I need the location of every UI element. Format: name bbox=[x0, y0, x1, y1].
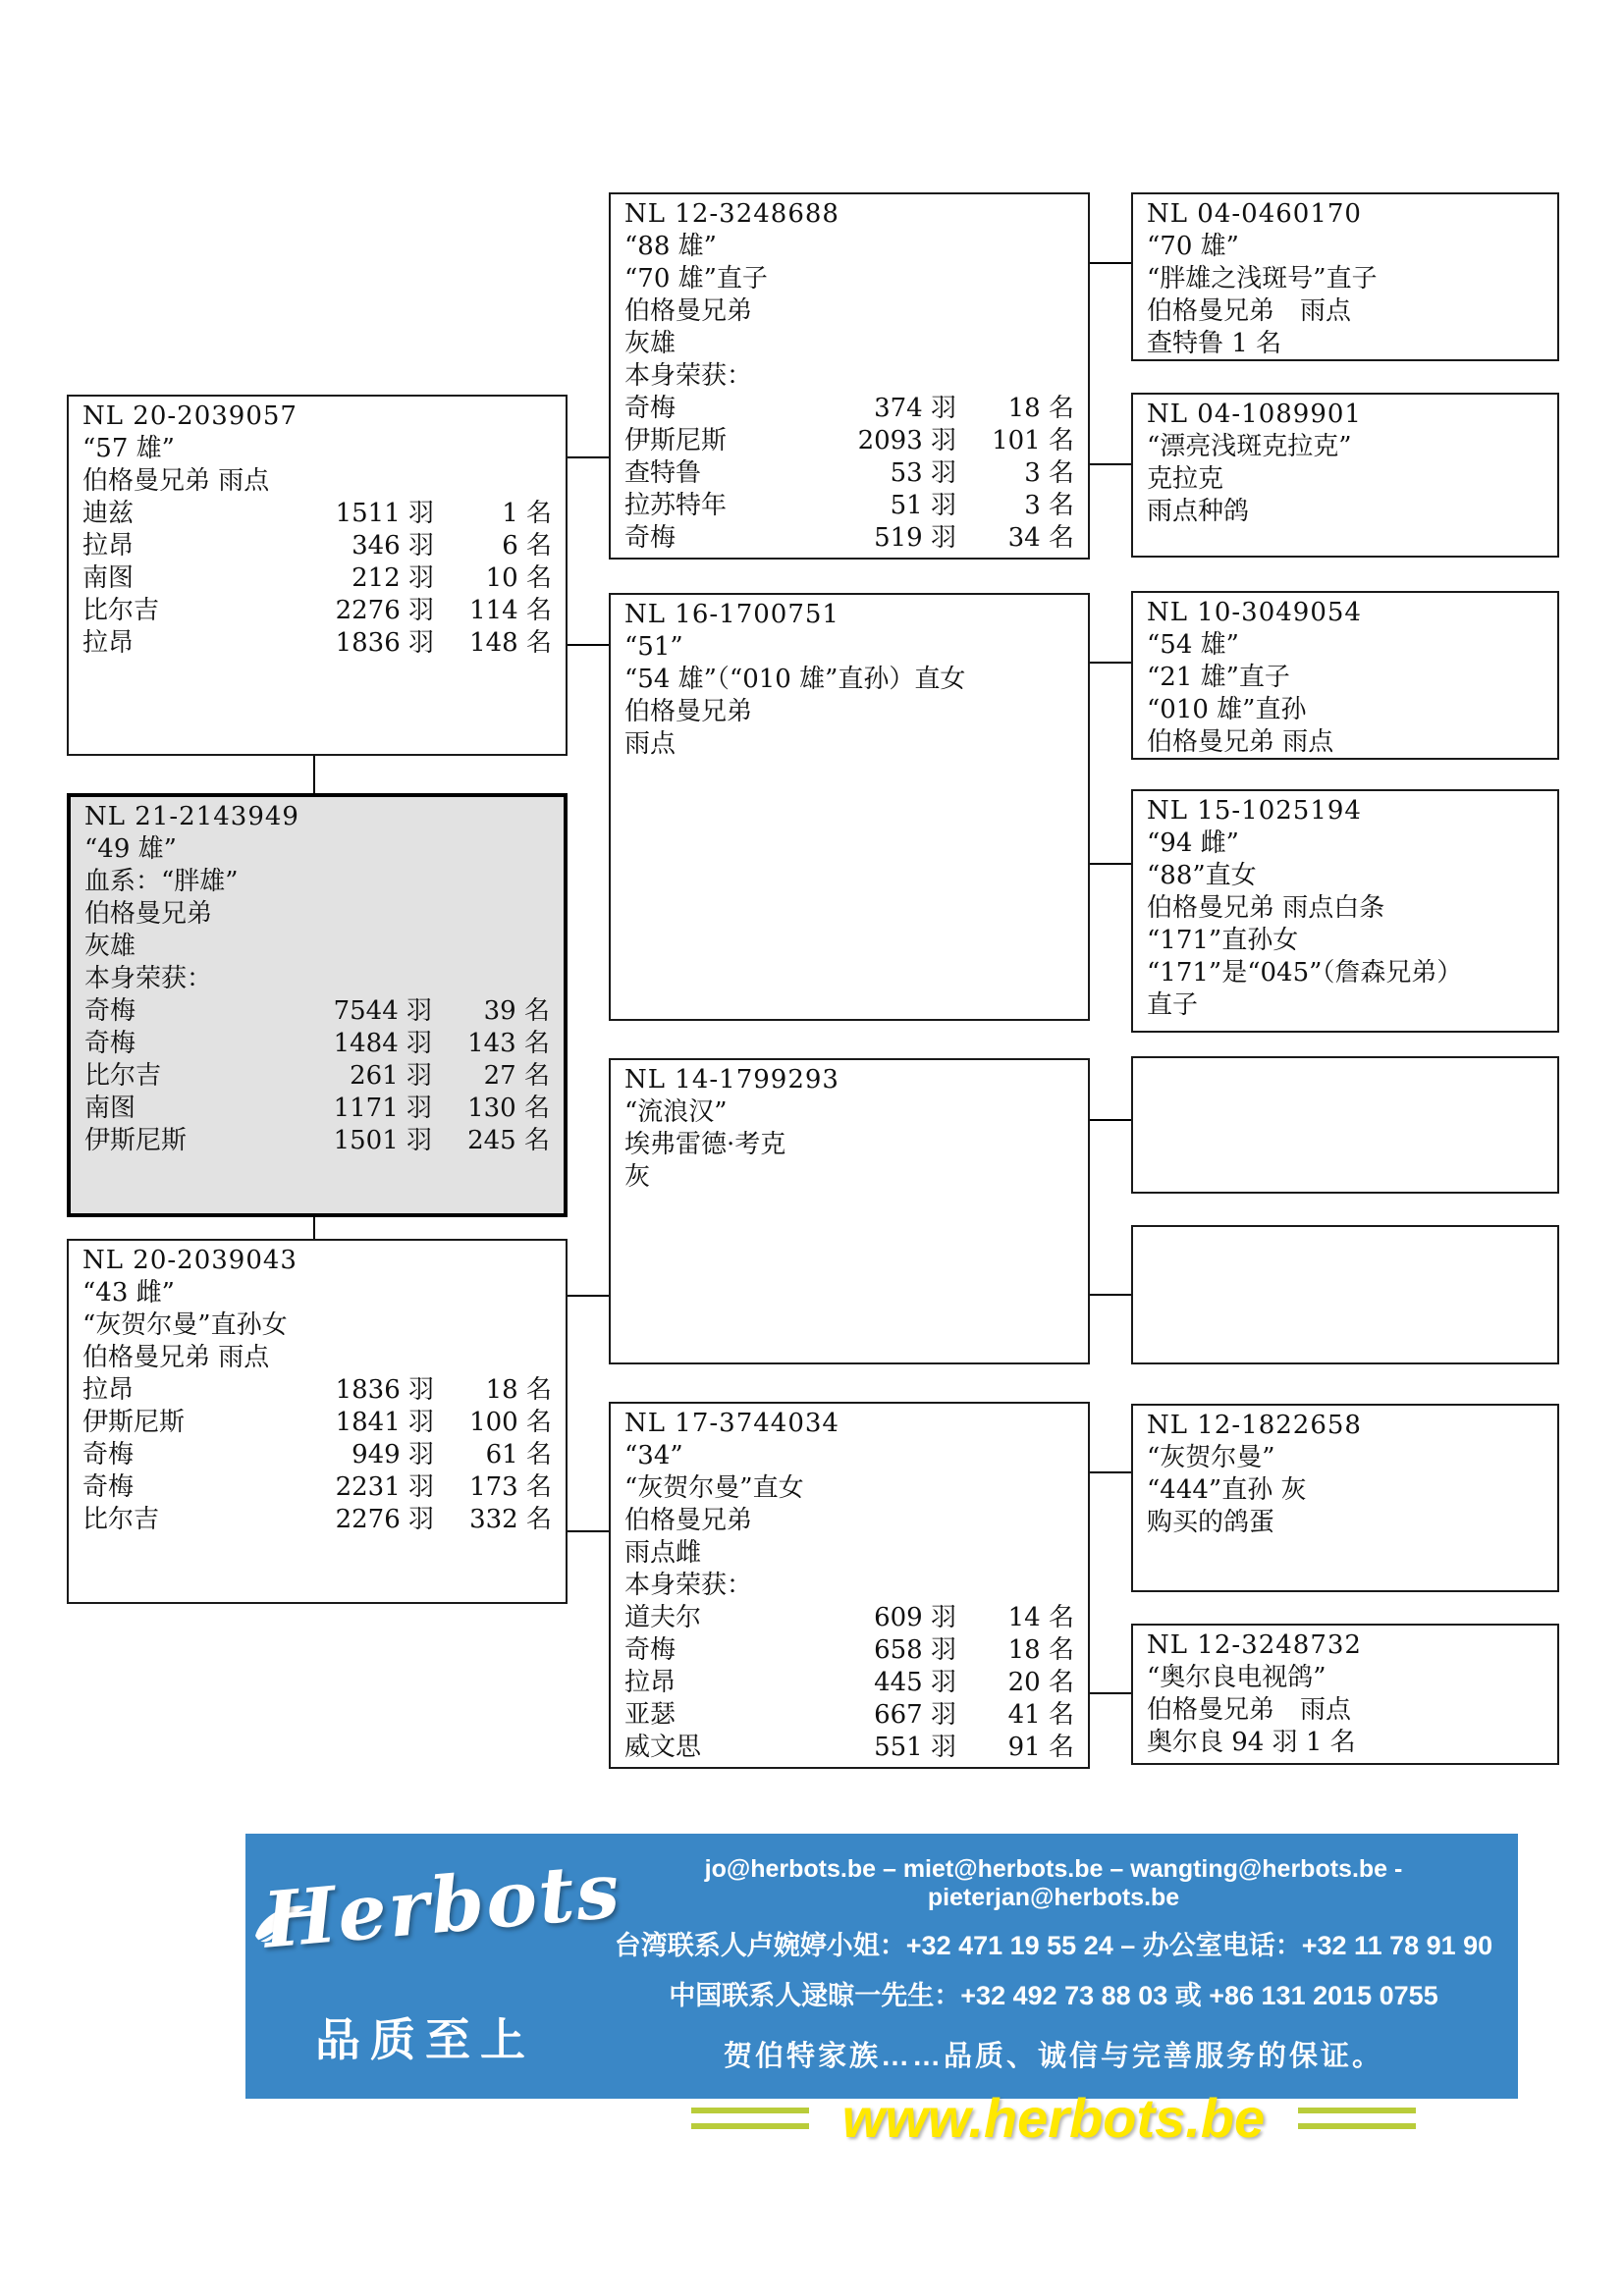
rank-position: 20 名 bbox=[1007, 1668, 1074, 1697]
race-name: 拉昂 bbox=[624, 1668, 677, 1697]
birds-count: 212 羽 bbox=[352, 563, 434, 593]
pedigree-text-line: “94 雌” bbox=[1147, 828, 1239, 858]
pedigree-text-line: “51” bbox=[624, 632, 683, 662]
pedigree-text-line: 伯格曼兄弟 雨点 bbox=[1147, 296, 1352, 326]
pedigree-text-line: 本身荣获： bbox=[624, 1571, 753, 1600]
ring-number: NL 15-1025194 bbox=[1147, 796, 1362, 826]
rank-position: 100 名 bbox=[469, 1408, 552, 1437]
result-row bbox=[82, 1439, 552, 1471]
ring-number: NL 20-2039043 bbox=[82, 1246, 298, 1275]
result-row bbox=[82, 562, 552, 595]
result-row bbox=[624, 1732, 1074, 1764]
result-row bbox=[84, 1125, 550, 1157]
pedigree-text-line: 克拉克 bbox=[1147, 464, 1224, 494]
banner-emails: jo@herbots.be – miet@herbots.be – wangting@herbots.be - pieterjan@herbots.be bbox=[704, 1855, 1403, 1911]
race-name: 拉昂 bbox=[82, 628, 135, 658]
pedigree-text-line: 伯格曼兄弟 雨点 bbox=[82, 1343, 270, 1372]
pedigree-box-sire-sire bbox=[609, 192, 1090, 560]
banner-china-contact: 中国联系人逯晾一先生：+32 492 73 88 03 或 +86 131 2015 0755 bbox=[669, 1981, 1438, 2010]
result-row bbox=[82, 1407, 552, 1439]
result-row bbox=[84, 1060, 550, 1093]
rank-position: 14 名 bbox=[1007, 1603, 1074, 1632]
rank-position: 18 名 bbox=[1007, 1635, 1074, 1665]
ring-number: NL 04-1089901 bbox=[1147, 400, 1362, 429]
pedigree-box-dam-sire bbox=[609, 1058, 1090, 1364]
birds-count: 658 羽 bbox=[874, 1635, 956, 1665]
pedigree-text-line: “21 雄”直子 bbox=[1147, 663, 1290, 692]
connector-line bbox=[1090, 1119, 1131, 1121]
connector-line bbox=[1090, 463, 1131, 465]
pedigree-text-line: 灰雄 bbox=[84, 932, 136, 961]
pedigree-text-line: “70 雄”直子 bbox=[624, 264, 768, 294]
ring-number: NL 04-0460170 bbox=[1147, 199, 1362, 229]
pedigree-text-line: 伯格曼兄弟 bbox=[84, 899, 213, 929]
pedigree-text-line: 埃弗雷德·考克 bbox=[624, 1130, 786, 1159]
rank-position: 34 名 bbox=[1007, 523, 1074, 553]
double-rule-left bbox=[691, 2108, 809, 2129]
pedigree-box-sire bbox=[67, 395, 568, 756]
birds-count: 1836 羽 bbox=[335, 628, 434, 658]
pedigree-text-line: “奥尔良电视鸽” bbox=[1147, 1663, 1326, 1692]
pedigree-text-line: “88 雄” bbox=[624, 232, 717, 261]
herbots-logo: Herbots bbox=[259, 1845, 625, 1966]
pedigree-text-line: 购买的鸽蛋 bbox=[1147, 1508, 1275, 1537]
rank-position: 332 名 bbox=[469, 1505, 552, 1534]
race-name: 迪兹 bbox=[82, 499, 135, 528]
result-row bbox=[624, 1634, 1074, 1667]
race-name: 拉昂 bbox=[82, 1375, 135, 1405]
race-name: 比尔吉 bbox=[82, 1505, 160, 1534]
pedigree-box-subject bbox=[67, 793, 568, 1217]
pedigree-text-line: “灰贺尔曼” bbox=[1147, 1443, 1275, 1472]
result-row bbox=[82, 1471, 552, 1504]
ring-number: NL 21-2143949 bbox=[84, 802, 299, 831]
pedigree-text-line: 雨点 bbox=[624, 729, 677, 759]
rank-position: 3 名 bbox=[1024, 491, 1074, 520]
race-name: 查特鲁 bbox=[624, 458, 702, 488]
birds-count: 445 羽 bbox=[874, 1668, 956, 1697]
race-name: 伊斯尼斯 bbox=[84, 1126, 188, 1155]
connector-line bbox=[1090, 1692, 1131, 1694]
pedigree-text-line: “49 雄” bbox=[84, 834, 177, 864]
pedigree-text-line: 雨点雌 bbox=[624, 1538, 702, 1568]
rank-position: 3 名 bbox=[1024, 458, 1074, 488]
race-name: 伊斯尼斯 bbox=[82, 1408, 186, 1437]
banner-text-block bbox=[589, 1834, 1518, 2149]
result-row bbox=[624, 522, 1074, 555]
result-row bbox=[624, 1602, 1074, 1634]
banner-slogan: 贺伯特家族……品质、诚信与完善服务的保证。 bbox=[723, 2041, 1383, 2072]
pedigree-text-line: 伯格曼兄弟 雨点 bbox=[1147, 1695, 1352, 1725]
pedigree-text-line: 伯格曼兄弟 bbox=[624, 1506, 753, 1535]
pedigree-box-sire-dam bbox=[609, 593, 1090, 1021]
birds-count: 667 羽 bbox=[874, 1700, 956, 1730]
double-rule-right bbox=[1298, 2108, 1416, 2129]
birds-count: 2276 羽 bbox=[335, 596, 434, 625]
pedigree-text-line: “漂亮浅斑克拉克” bbox=[1147, 432, 1352, 461]
result-row bbox=[624, 457, 1074, 490]
pedigree-text-line: 伯格曼兄弟 雨点 bbox=[1147, 727, 1334, 757]
ring-number: NL 16-1700751 bbox=[624, 600, 839, 629]
connector-line bbox=[1090, 1471, 1131, 1473]
result-row bbox=[82, 627, 552, 660]
rank-position: 10 名 bbox=[485, 563, 552, 593]
pedigree-text-line: 本身荣获： bbox=[624, 361, 753, 391]
pedigree-text-line: 伯格曼兄弟 雨点白条 bbox=[1147, 893, 1385, 923]
rank-position: 130 名 bbox=[467, 1094, 550, 1123]
pedigree-text-line: 灰 bbox=[624, 1162, 651, 1192]
pedigree-text-line: “88”直女 bbox=[1147, 861, 1257, 890]
pedigree-box-gp3 bbox=[1131, 591, 1559, 760]
pedigree-text-line: 血系：“胖雄” bbox=[84, 867, 239, 896]
result-row bbox=[624, 425, 1074, 457]
birds-count: 2231 羽 bbox=[335, 1472, 434, 1502]
rank-position: 173 名 bbox=[469, 1472, 552, 1502]
pedigree-box-gp5 bbox=[1131, 1056, 1559, 1194]
result-row bbox=[624, 393, 1074, 425]
ring-number: NL 12-1822658 bbox=[1147, 1411, 1362, 1440]
birds-count: 1836 羽 bbox=[335, 1375, 434, 1405]
rank-position: 91 名 bbox=[1007, 1733, 1074, 1762]
pedigree-text-line: 灰雄 bbox=[624, 329, 677, 358]
pedigree-text-line: “43 雌” bbox=[82, 1278, 175, 1308]
banner-website-row bbox=[589, 2086, 1518, 2150]
pedigree-box-gp7 bbox=[1131, 1404, 1559, 1592]
pedigree-box-gp6 bbox=[1131, 1225, 1559, 1364]
pedigree-text-line: “010 雄”直孙 bbox=[1147, 695, 1307, 724]
birds-count: 1511 羽 bbox=[335, 499, 434, 528]
connector-line bbox=[1090, 863, 1131, 865]
race-name: 南图 bbox=[84, 1094, 136, 1123]
pedigree-box-dam bbox=[67, 1239, 568, 1604]
ring-number: NL 14-1799293 bbox=[624, 1065, 839, 1095]
birds-count: 2276 羽 bbox=[335, 1505, 434, 1534]
connector-line bbox=[1090, 662, 1131, 664]
connector-line bbox=[1090, 1294, 1131, 1296]
pedigree-text-line: “444”直孙 灰 bbox=[1147, 1475, 1307, 1505]
rank-position: 18 名 bbox=[485, 1375, 552, 1405]
pedigree-box-dam-dam bbox=[609, 1402, 1090, 1769]
race-name: 伊斯尼斯 bbox=[624, 426, 728, 455]
race-name: 拉苏特年 bbox=[624, 491, 728, 520]
pedigree-text-line: 本身荣获： bbox=[84, 964, 213, 993]
pedigree-text-line: “34” bbox=[624, 1441, 683, 1470]
pedigree-text-line: “流浪汉” bbox=[624, 1097, 728, 1127]
pedigree-text-line: “171”直孙女 bbox=[1147, 926, 1299, 955]
ring-number: NL 10-3049054 bbox=[1147, 598, 1362, 627]
pedigree-text-line: 伯格曼兄弟 雨点 bbox=[82, 466, 270, 496]
birds-count: 51 羽 bbox=[890, 491, 956, 520]
birds-count: 1484 羽 bbox=[333, 1029, 432, 1058]
race-name: 威文思 bbox=[624, 1733, 702, 1762]
race-name: 奇梅 bbox=[84, 996, 136, 1026]
result-row bbox=[82, 530, 552, 562]
pedigree-text-line: 直子 bbox=[1147, 990, 1199, 1020]
race-name: 比尔吉 bbox=[84, 1061, 162, 1091]
herbots-banner bbox=[245, 1834, 1518, 2149]
birds-count: 2093 羽 bbox=[857, 426, 956, 455]
birds-count: 519 羽 bbox=[874, 523, 956, 553]
race-name: 奇梅 bbox=[84, 1029, 136, 1058]
rank-position: 18 名 bbox=[1007, 394, 1074, 423]
ring-number: NL 12-3248688 bbox=[624, 199, 839, 229]
rank-position: 1 名 bbox=[502, 499, 552, 528]
rank-position: 39 名 bbox=[483, 996, 550, 1026]
pedigree-text-line: “54 雄” bbox=[1147, 630, 1239, 660]
connector-line bbox=[568, 1530, 609, 1532]
race-name: 道夫尔 bbox=[624, 1603, 702, 1632]
result-row bbox=[82, 595, 552, 627]
pedigree-text-line: “171”是“045”（詹森兄弟） bbox=[1147, 958, 1463, 988]
ring-number: NL 12-3248732 bbox=[1147, 1630, 1362, 1660]
pedigree-text-line: “70 雄” bbox=[1147, 232, 1239, 261]
birds-count: 609 羽 bbox=[874, 1603, 956, 1632]
rank-position: 41 名 bbox=[1007, 1700, 1074, 1730]
birds-count: 551 羽 bbox=[874, 1733, 956, 1762]
pedigree-text-line: 雨点种鸽 bbox=[1147, 497, 1250, 526]
race-name: 奇梅 bbox=[624, 523, 677, 553]
connector-line bbox=[1090, 262, 1131, 264]
pedigree-text-line: 查特鲁 1 名 bbox=[1147, 329, 1282, 358]
birds-count: 346 羽 bbox=[352, 531, 434, 561]
race-name: 奇梅 bbox=[82, 1472, 135, 1502]
race-name: 比尔吉 bbox=[82, 596, 160, 625]
race-name: 奇梅 bbox=[624, 1635, 677, 1665]
connector-line bbox=[568, 644, 609, 646]
rank-position: 61 名 bbox=[485, 1440, 552, 1469]
pedigree-text-line: 奥尔良 94 羽 1 名 bbox=[1147, 1728, 1356, 1757]
rank-position: 101 名 bbox=[992, 426, 1074, 455]
result-row bbox=[82, 498, 552, 530]
result-row bbox=[624, 1667, 1074, 1699]
banner-taiwan-contact: 台湾联系人卢婉婷小姐：+32 471 19 55 24 – 办公室电话：+32 11 78 91 90 bbox=[614, 1931, 1493, 1960]
herbots-logo-block bbox=[259, 1843, 625, 2089]
result-row bbox=[82, 1374, 552, 1407]
pedigree-text-line: “54 雄”（“010 雄”直孙）直女 bbox=[624, 665, 966, 694]
pedigree-text-line: “灰贺尔曼”直女 bbox=[624, 1473, 804, 1503]
race-name: 南图 bbox=[82, 563, 135, 593]
race-name: 奇梅 bbox=[624, 394, 677, 423]
result-row bbox=[84, 1093, 550, 1125]
result-row bbox=[624, 1699, 1074, 1732]
birds-count: 374 羽 bbox=[874, 394, 956, 423]
rank-position: 27 名 bbox=[483, 1061, 550, 1091]
connector-line bbox=[313, 1217, 315, 1239]
birds-count: 53 羽 bbox=[890, 458, 956, 488]
pedigree-box-gp8 bbox=[1131, 1624, 1559, 1765]
connector-line bbox=[313, 756, 315, 793]
pedigree-text-line: “灰贺尔曼”直孙女 bbox=[82, 1310, 288, 1340]
race-name: 奇梅 bbox=[82, 1440, 135, 1469]
ring-number: NL 20-2039057 bbox=[82, 401, 298, 431]
birds-count: 949 羽 bbox=[352, 1440, 434, 1469]
connector-line bbox=[568, 1295, 609, 1297]
race-name: 亚瑟 bbox=[624, 1700, 677, 1730]
result-row bbox=[84, 1028, 550, 1060]
birds-count: 1171 羽 bbox=[333, 1094, 432, 1123]
rank-position: 245 名 bbox=[467, 1126, 550, 1155]
ring-number: NL 17-3744034 bbox=[624, 1409, 839, 1438]
pedigree-box-gp4 bbox=[1131, 789, 1559, 1033]
banner-website: www.herbots.be bbox=[841, 2087, 1266, 2149]
connector-line bbox=[568, 456, 609, 458]
pedigree-box-gp2 bbox=[1131, 393, 1559, 558]
birds-count: 7544 羽 bbox=[333, 996, 432, 1026]
pedigree-text-line: 伯格曼兄弟 bbox=[624, 296, 753, 326]
pedigree-text-line: “胖雄之浅斑号”直子 bbox=[1147, 264, 1378, 294]
birds-count: 1841 羽 bbox=[335, 1408, 434, 1437]
birds-count: 1501 羽 bbox=[333, 1126, 432, 1155]
result-row bbox=[624, 490, 1074, 522]
result-row bbox=[82, 1504, 552, 1536]
pedigree-box-gp1 bbox=[1131, 192, 1559, 361]
race-name: 拉昂 bbox=[82, 531, 135, 561]
result-row bbox=[84, 995, 550, 1028]
rank-position: 114 名 bbox=[469, 596, 552, 625]
pedigree-text-line: 伯格曼兄弟 bbox=[624, 697, 753, 726]
rank-position: 6 名 bbox=[502, 531, 552, 561]
pedigree-text-line: “57 雄” bbox=[82, 434, 175, 463]
birds-count: 261 羽 bbox=[350, 1061, 432, 1091]
rank-position: 143 名 bbox=[467, 1029, 550, 1058]
rank-position: 148 名 bbox=[469, 628, 552, 658]
herbots-tagline: 品质至上 bbox=[315, 2013, 535, 2066]
